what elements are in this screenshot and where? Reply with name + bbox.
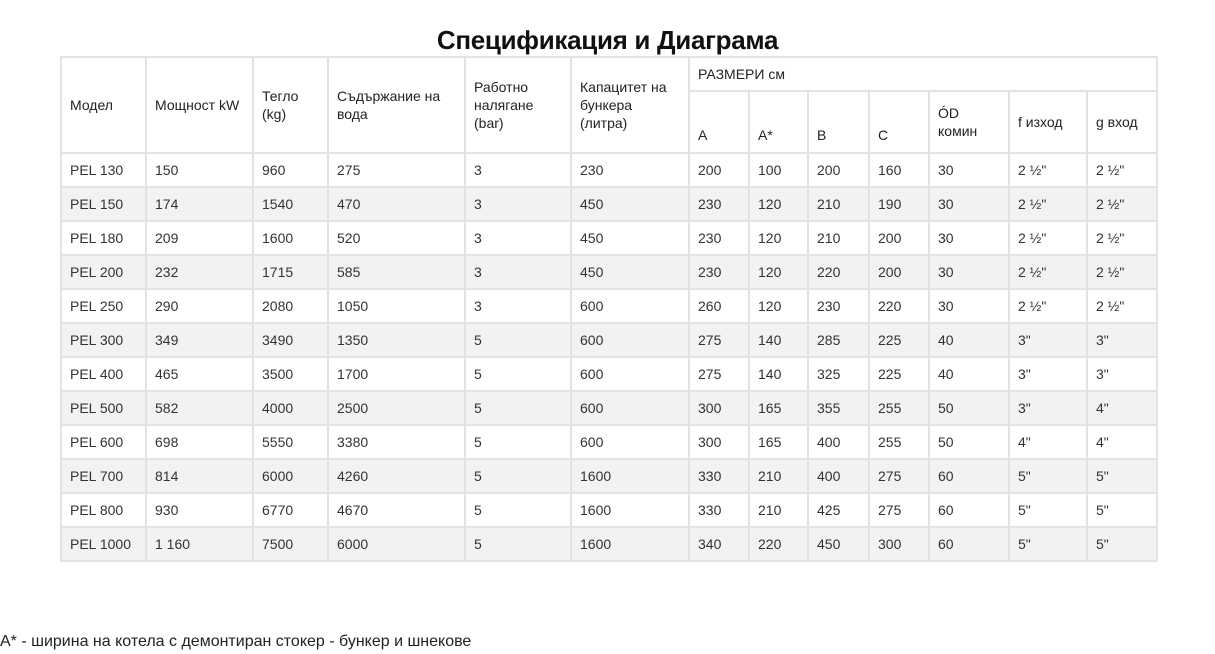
cell-dim-a-star: 100 [749, 153, 808, 187]
cell-dim-a-star: 210 [749, 493, 808, 527]
cell-hopper-capacity: 600 [571, 425, 689, 459]
cell-water-content: 585 [328, 255, 465, 289]
cell-water-content: 275 [328, 153, 465, 187]
cell-g-inlet: 2 ½" [1087, 153, 1157, 187]
cell-power: 1 160 [146, 527, 253, 561]
cell-chimney: 30 [929, 221, 1009, 255]
cell-dim-b: 230 [808, 289, 869, 323]
cell-dim-a: 230 [689, 255, 749, 289]
cell-dim-c: 255 [869, 391, 929, 425]
cell-model: PEL 700 [61, 459, 146, 493]
cell-model: PEL 300 [61, 323, 146, 357]
cell-f-outlet: 2 ½" [1009, 289, 1087, 323]
cell-weight: 3490 [253, 323, 328, 357]
specification-table [60, 56, 1158, 562]
header-chimney: ÓD комин [929, 91, 1009, 153]
cell-dim-c: 275 [869, 459, 929, 493]
cell-dim-a: 260 [689, 289, 749, 323]
cell-dim-c: 200 [869, 255, 929, 289]
cell-power: 465 [146, 357, 253, 391]
header-power: Мощност kW [146, 57, 253, 153]
cell-weight: 4000 [253, 391, 328, 425]
cell-water-content: 4670 [328, 493, 465, 527]
cell-model: PEL 1000 [61, 527, 146, 561]
cell-f-outlet: 3" [1009, 391, 1087, 425]
cell-dim-b: 285 [808, 323, 869, 357]
cell-hopper-capacity: 600 [571, 323, 689, 357]
header-dimensions-group: РАЗМЕРИ см [689, 57, 1157, 91]
cell-f-outlet: 2 ½" [1009, 221, 1087, 255]
cell-weight: 6770 [253, 493, 328, 527]
cell-dim-a: 300 [689, 425, 749, 459]
cell-g-inlet: 3" [1087, 323, 1157, 357]
cell-chimney: 60 [929, 459, 1009, 493]
cell-dim-c: 275 [869, 493, 929, 527]
header-dim-b: B [808, 91, 869, 153]
cell-dim-b: 400 [808, 459, 869, 493]
table-row [61, 187, 1157, 221]
header-hopper-capacity: Капацитет на бункера (литра) [571, 57, 689, 153]
header-dim-a: A [689, 91, 749, 153]
table-row [61, 289, 1157, 323]
cell-chimney: 40 [929, 323, 1009, 357]
cell-f-outlet: 3" [1009, 357, 1087, 391]
cell-dim-a-star: 120 [749, 221, 808, 255]
header-weight: Тегло (kg) [253, 57, 328, 153]
cell-dim-a-star: 120 [749, 255, 808, 289]
cell-g-inlet: 4" [1087, 425, 1157, 459]
cell-g-inlet: 3" [1087, 357, 1157, 391]
cell-dim-a: 330 [689, 493, 749, 527]
cell-dim-b: 210 [808, 187, 869, 221]
cell-f-outlet: 3" [1009, 323, 1087, 357]
cell-working-pressure: 5 [465, 425, 571, 459]
cell-working-pressure: 3 [465, 289, 571, 323]
cell-g-inlet: 2 ½" [1087, 255, 1157, 289]
cell-hopper-capacity: 600 [571, 289, 689, 323]
cell-water-content: 1350 [328, 323, 465, 357]
cell-weight: 960 [253, 153, 328, 187]
cell-power: 814 [146, 459, 253, 493]
cell-dim-a: 340 [689, 527, 749, 561]
cell-working-pressure: 5 [465, 527, 571, 561]
cell-g-inlet: 5" [1087, 459, 1157, 493]
cell-chimney: 30 [929, 255, 1009, 289]
cell-power: 582 [146, 391, 253, 425]
cell-dim-c: 200 [869, 221, 929, 255]
table-body [61, 153, 1157, 561]
cell-weight: 1600 [253, 221, 328, 255]
table-row [61, 391, 1157, 425]
cell-f-outlet: 2 ½" [1009, 187, 1087, 221]
cell-dim-a: 200 [689, 153, 749, 187]
cell-dim-c: 220 [869, 289, 929, 323]
cell-working-pressure: 3 [465, 255, 571, 289]
cell-g-inlet: 2 ½" [1087, 221, 1157, 255]
cell-dim-a: 330 [689, 459, 749, 493]
table-row [61, 493, 1157, 527]
cell-working-pressure: 3 [465, 153, 571, 187]
cell-hopper-capacity: 450 [571, 221, 689, 255]
cell-model: PEL 600 [61, 425, 146, 459]
cell-weight: 6000 [253, 459, 328, 493]
cell-power: 150 [146, 153, 253, 187]
cell-working-pressure: 5 [465, 459, 571, 493]
cell-dim-a: 275 [689, 357, 749, 391]
cell-chimney: 30 [929, 187, 1009, 221]
cell-working-pressure: 5 [465, 323, 571, 357]
cell-power: 930 [146, 493, 253, 527]
cell-dim-b: 200 [808, 153, 869, 187]
cell-hopper-capacity: 450 [571, 255, 689, 289]
cell-weight: 1715 [253, 255, 328, 289]
table-row [61, 425, 1157, 459]
header-f-outlet: f изход [1009, 91, 1087, 153]
cell-dim-a: 230 [689, 221, 749, 255]
cell-model: PEL 150 [61, 187, 146, 221]
cell-hopper-capacity: 1600 [571, 459, 689, 493]
cell-working-pressure: 3 [465, 187, 571, 221]
table-row [61, 153, 1157, 187]
cell-model: PEL 130 [61, 153, 146, 187]
cell-weight: 3500 [253, 357, 328, 391]
cell-dim-b: 425 [808, 493, 869, 527]
cell-dim-a-star: 165 [749, 425, 808, 459]
cell-dim-a: 230 [689, 187, 749, 221]
header-model: Модел [61, 57, 146, 153]
cell-chimney: 60 [929, 493, 1009, 527]
cell-dim-a: 275 [689, 323, 749, 357]
cell-water-content: 1700 [328, 357, 465, 391]
cell-f-outlet: 5" [1009, 493, 1087, 527]
cell-weight: 7500 [253, 527, 328, 561]
cell-weight: 2080 [253, 289, 328, 323]
cell-dim-c: 190 [869, 187, 929, 221]
footnote: A* - ширина на котела с демонтиран стокер - бункер и шнекове [0, 633, 472, 650]
cell-dim-b: 210 [808, 221, 869, 255]
cell-hopper-capacity: 230 [571, 153, 689, 187]
cell-model: PEL 200 [61, 255, 146, 289]
cell-power: 290 [146, 289, 253, 323]
cell-water-content: 2500 [328, 391, 465, 425]
cell-model: PEL 250 [61, 289, 146, 323]
cell-working-pressure: 5 [465, 493, 571, 527]
cell-g-inlet: 4" [1087, 391, 1157, 425]
cell-f-outlet: 4" [1009, 425, 1087, 459]
cell-water-content: 4260 [328, 459, 465, 493]
cell-chimney: 50 [929, 425, 1009, 459]
cell-model: PEL 400 [61, 357, 146, 391]
table-row [61, 357, 1157, 391]
cell-g-inlet: 5" [1087, 527, 1157, 561]
cell-dim-a-star: 165 [749, 391, 808, 425]
cell-hopper-capacity: 450 [571, 187, 689, 221]
cell-chimney: 50 [929, 391, 1009, 425]
cell-power: 349 [146, 323, 253, 357]
cell-chimney: 30 [929, 289, 1009, 323]
cell-power: 232 [146, 255, 253, 289]
cell-weight: 5550 [253, 425, 328, 459]
cell-g-inlet: 2 ½" [1087, 187, 1157, 221]
cell-dim-a-star: 120 [749, 187, 808, 221]
cell-dim-b: 450 [808, 527, 869, 561]
cell-water-content: 6000 [328, 527, 465, 561]
cell-chimney: 40 [929, 357, 1009, 391]
cell-power: 698 [146, 425, 253, 459]
cell-dim-b: 325 [808, 357, 869, 391]
header-working-pressure: Работно налягане (bar) [465, 57, 571, 153]
cell-f-outlet: 5" [1009, 527, 1087, 561]
cell-dim-c: 160 [869, 153, 929, 187]
page-title: Спецификация и Диаграма [436, 25, 779, 56]
cell-weight: 1540 [253, 187, 328, 221]
table-row [61, 323, 1157, 357]
cell-water-content: 520 [328, 221, 465, 255]
cell-dim-c: 225 [869, 357, 929, 391]
cell-model: PEL 500 [61, 391, 146, 425]
cell-hopper-capacity: 1600 [571, 493, 689, 527]
cell-f-outlet: 5" [1009, 459, 1087, 493]
table-row [61, 527, 1157, 561]
cell-working-pressure: 5 [465, 357, 571, 391]
cell-chimney: 30 [929, 153, 1009, 187]
cell-water-content: 470 [328, 187, 465, 221]
header-dim-c: C [869, 91, 929, 153]
cell-hopper-capacity: 600 [571, 357, 689, 391]
table-row [61, 255, 1157, 289]
cell-dim-a-star: 140 [749, 357, 808, 391]
cell-g-inlet: 2 ½" [1087, 289, 1157, 323]
cell-model: PEL 800 [61, 493, 146, 527]
cell-water-content: 1050 [328, 289, 465, 323]
cell-dim-a: 300 [689, 391, 749, 425]
cell-dim-a-star: 210 [749, 459, 808, 493]
cell-dim-b: 400 [808, 425, 869, 459]
table-row [61, 459, 1157, 493]
cell-dim-a-star: 140 [749, 323, 808, 357]
cell-g-inlet: 5" [1087, 493, 1157, 527]
cell-dim-a-star: 120 [749, 289, 808, 323]
cell-water-content: 3380 [328, 425, 465, 459]
cell-dim-b: 220 [808, 255, 869, 289]
table-row [61, 221, 1157, 255]
cell-working-pressure: 5 [465, 391, 571, 425]
table-header [61, 57, 1157, 153]
header-dim-a-star: A* [749, 91, 808, 153]
cell-dim-c: 225 [869, 323, 929, 357]
cell-model: PEL 180 [61, 221, 146, 255]
header-water-content: Съдържание на вода [328, 57, 465, 153]
cell-working-pressure: 3 [465, 221, 571, 255]
cell-chimney: 60 [929, 527, 1009, 561]
cell-dim-a-star: 220 [749, 527, 808, 561]
cell-f-outlet: 2 ½" [1009, 153, 1087, 187]
cell-hopper-capacity: 600 [571, 391, 689, 425]
cell-power: 209 [146, 221, 253, 255]
cell-f-outlet: 2 ½" [1009, 255, 1087, 289]
cell-power: 174 [146, 187, 253, 221]
cell-hopper-capacity: 1600 [571, 527, 689, 561]
header-g-inlet: g вход [1087, 91, 1157, 153]
cell-dim-c: 300 [869, 527, 929, 561]
cell-dim-b: 355 [808, 391, 869, 425]
cell-dim-c: 255 [869, 425, 929, 459]
